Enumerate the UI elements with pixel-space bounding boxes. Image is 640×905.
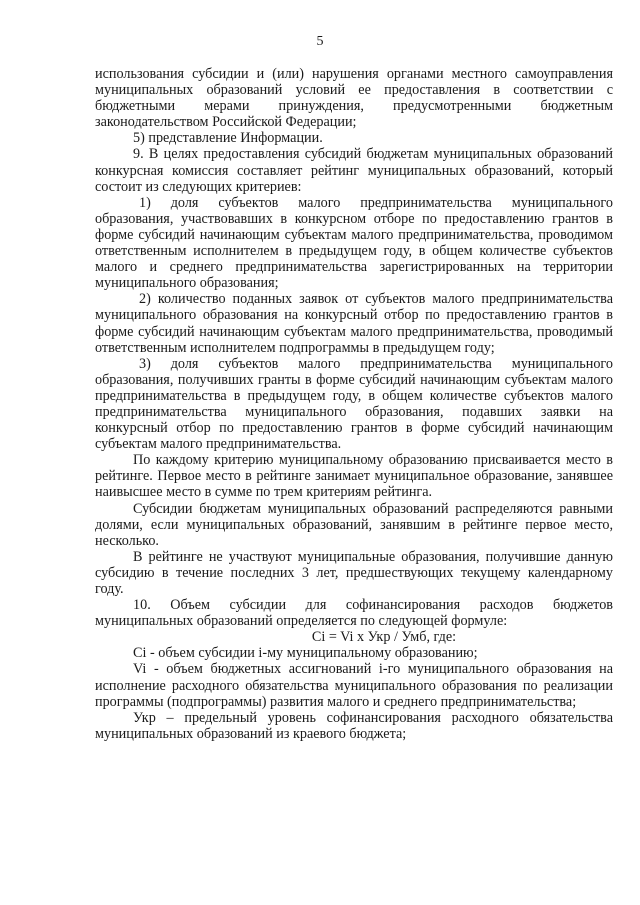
paragraph-section-9: 9. В целях предоставления субсидий бюджетам муниципальных образований конкурсная комиссия составляет рейтинг муниципальных образований, который состоит из следующих критериев: (95, 146, 613, 195)
page-number: 5 (316, 34, 324, 49)
paragraph-section-10: 10. Объем субсидии для софинансирования расходов бюджетов муниципальных образований определяется по следующей формуле: (95, 597, 613, 630)
paragraph-criterion-1: 1) доля субъектов малого предпринимательства муниципального образования, участвовавших в конкурсном отборе по предоставлению грантов в форме субсидий начинающим субъектам малого предпринимательства, проводимом ответственным исполнителем в предыдущем году, в общем количестве субъектов малого и среднего предпринимательства зарегистрированных на территории муниципального образования; (95, 194, 613, 292)
paragraph-subsidy-violation: использования субсидии и (или) нарушения органами местного самоуправления муниципальных образований условий ее предоставления в соответствии с бюджетными мерами принуждения, предусмотренными бюджетным законодательством Российской Федерации; (95, 66, 613, 131)
paragraph-rating-place: По каждому критерию муниципальному образованию присваивается место в рейтинге. Первое место в рейтинге занимает муниципальное образование, занявшее наивысшее место в сумме по трем критериям рейтинга. (95, 452, 613, 501)
paragraph-item-5: 5) представление Информации. (133, 130, 323, 147)
paragraph-criterion-3: 3) доля субъектов малого предпринимательства муниципального образования, получивших гранты в форме субсидий начинающим субъектам малого предпринимательства в предыдущем году, в общем количестве субъектов малого предпринимательства муниципального образования, подавших заявки на конкурсный отбор по предоставлению грантов в форме субсидий начинающим субъектам малого предпринимательства. (95, 355, 613, 453)
paragraph-ci-definition: Ci - объем субсидии i-му муниципальному образованию; (133, 645, 478, 662)
paragraph-criterion-2: 2) количество поданных заявок от субъектов малого предпринимательства муниципального образования на конкурсный отбор по предоставлению грантов в форме субсидий начинающим субъектам малого предпринимательства, проводимый ответственным исполнителем подпрограммы в предыдущем году; (95, 291, 613, 356)
document-body (95, 66, 613, 742)
paragraph-rating-exclusion: В рейтинге не участвуют муниципальные образования, получившие данную субсидию в течение последних 3 лет, предшествующих текущему календарному году. (95, 548, 613, 597)
subsidy-formula: Ci = Vi x Укр / Умб, где: (311, 629, 457, 646)
paragraph-equal-shares: Субсидии бюджетам муниципальных образований распределяются равными долями, если муниципальных образований, занявшим в рейтинге первое место, несколько. (95, 500, 613, 549)
paragraph-ukr-definition: Укр – предельный уровень софинансирования расходного обязательства муниципальных образований из краевого бюджета; (95, 709, 613, 742)
paragraph-vi-definition: Vi - объем бюджетных ассигнований i-го муниципального образования на исполнение расходного обязательства муниципального образования по реализации программы (подпрограммы) развития малого и среднего предпринимательства; (95, 661, 613, 710)
